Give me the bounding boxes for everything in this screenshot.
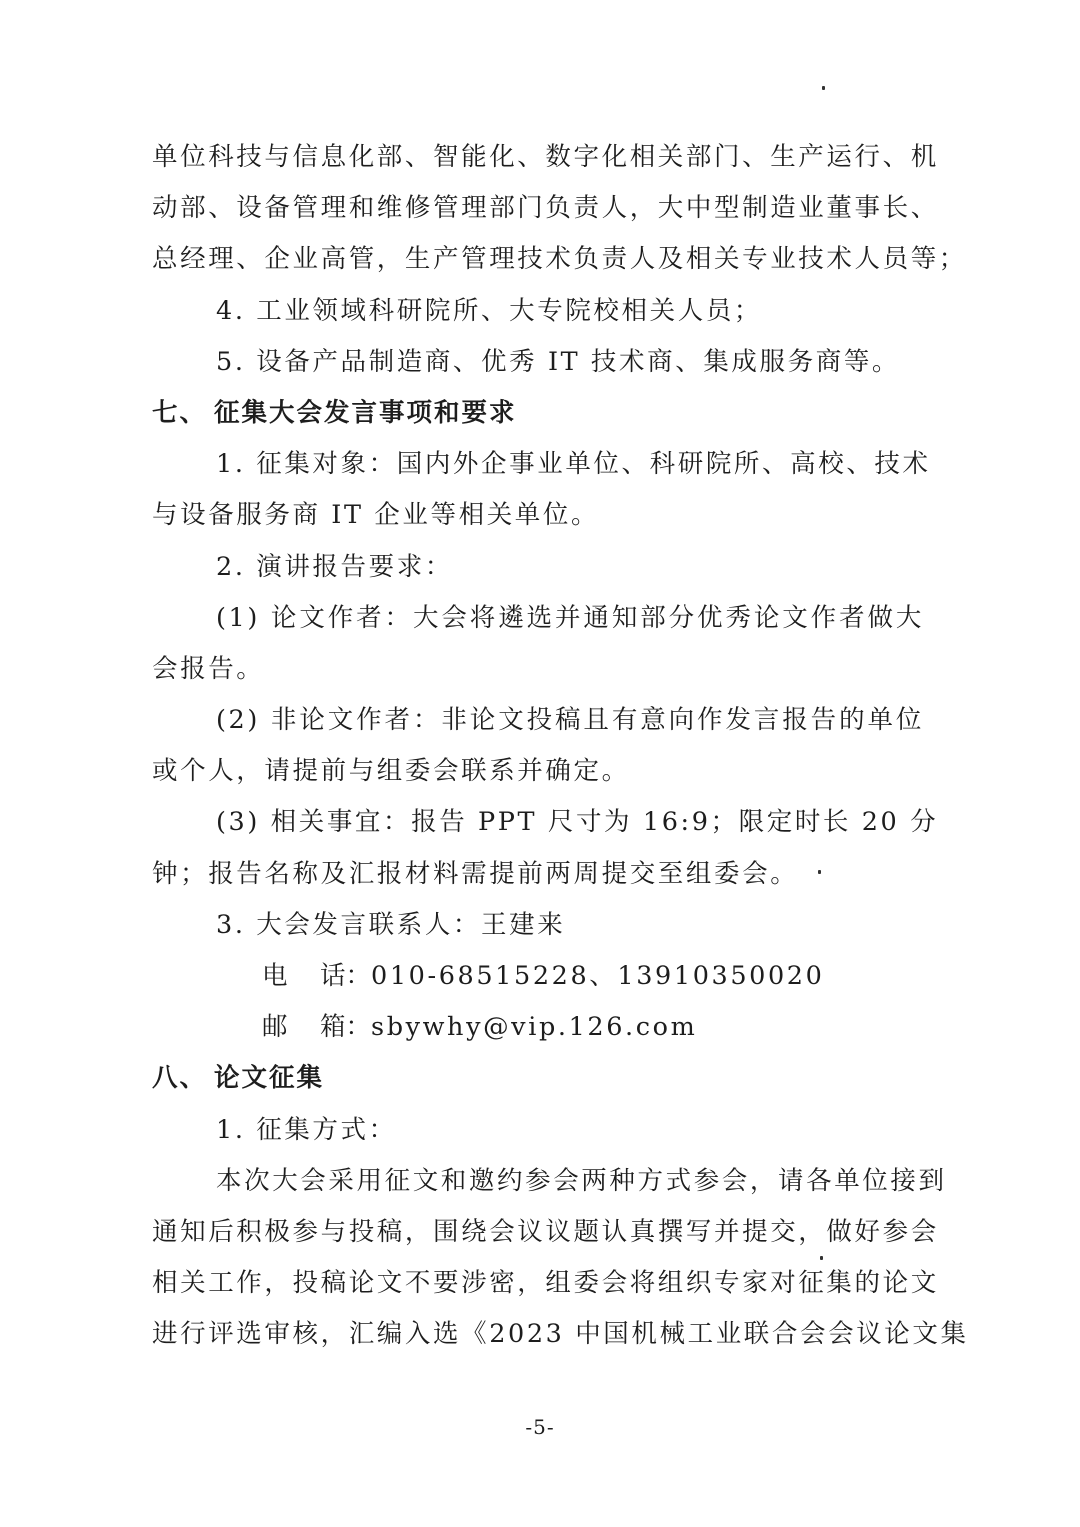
text-line: 本次大会采用征文和邀约参会两种方式参会，请各单位接到 — [216, 1165, 947, 1196]
text-line: 2. 演讲报告要求： — [216, 551, 453, 582]
section-number: 七、 — [152, 397, 208, 428]
contact-value: 010-68515228、13910350020 — [371, 961, 825, 991]
text-line: 钟；报告名称及汇报材料需提前两周提交至组委会。 — [152, 858, 799, 889]
text-line: (2) 非论文作者：非论文投稿且有意向作发言报告的单位 — [216, 705, 924, 736]
scan-speck — [818, 870, 821, 874]
section-number: 八、 — [152, 1063, 208, 1094]
contact-value: sbywhy@vip.126.com — [371, 1012, 698, 1043]
text-line: 动部、设备管理和维修管理部门负责人，大中型制造业董事长、 — [152, 193, 939, 224]
text-line: 进行评选审核，汇编入选《2023 中国机械工业联合会会议论文集 — [152, 1319, 969, 1350]
text-line: 与设备服务商 IT 企业等相关单位。 — [152, 500, 600, 531]
section-title: 论文征集 — [214, 1063, 325, 1094]
contact-label-char: 电 — [262, 961, 288, 991]
contact-label-rest: 话： — [320, 961, 372, 991]
section-heading — [152, 1053, 924, 1104]
text-line: 3. 大会发言联系人：王建来 — [216, 909, 566, 940]
text-line: 1. 征集方式： — [216, 1114, 397, 1145]
text-line: 5. 设备产品制造商、优秀 IT 技术商、集成服务商等。 — [216, 346, 901, 377]
contact-label-rest: 箱： — [320, 1012, 372, 1043]
text-line: 单位科技与信息化部、智能化、数字化相关部门、生产运行、机 — [152, 142, 939, 172]
section-title: 征集大会发言事项和要求 — [214, 397, 517, 428]
text-line: (3) 相关事宜：报告 PPT 尺寸为 16:9；限定时长 20 分 — [216, 807, 939, 838]
text-line: 通知后积极参与投稿，围绕会议议题认真撰写并提交，做好参会 — [152, 1216, 939, 1247]
text-line: 会报告。 — [152, 653, 265, 684]
contact-label-char: 邮 — [262, 1012, 288, 1043]
section-heading — [152, 388, 924, 439]
contact-line — [152, 1002, 924, 1053]
text-line: 总经理、企业高管，生产管理技术负责人及相关专业技术人员等； — [152, 244, 967, 275]
text-line: 相关工作，投稿论文不要涉密，组委会将组织专家对征集的论文 — [152, 1268, 939, 1299]
text-line: 4. 工业领域科研院所、大专院校相关人员； — [216, 295, 763, 326]
scan-speck — [822, 86, 825, 90]
page-number: -5- — [525, 1415, 555, 1439]
contact-line — [152, 951, 924, 1002]
scan-speck — [820, 1256, 823, 1260]
document-body — [152, 132, 969, 1361]
text-line: (1) 论文作者：大会将遴选并通知部分优秀论文作者做大 — [216, 602, 924, 633]
text-line: 或个人，请提前与组委会联系并确定。 — [152, 756, 630, 787]
text-line: 1. 征集对象：国内外企事业单位、科研院所、高校、技术 — [216, 449, 931, 480]
